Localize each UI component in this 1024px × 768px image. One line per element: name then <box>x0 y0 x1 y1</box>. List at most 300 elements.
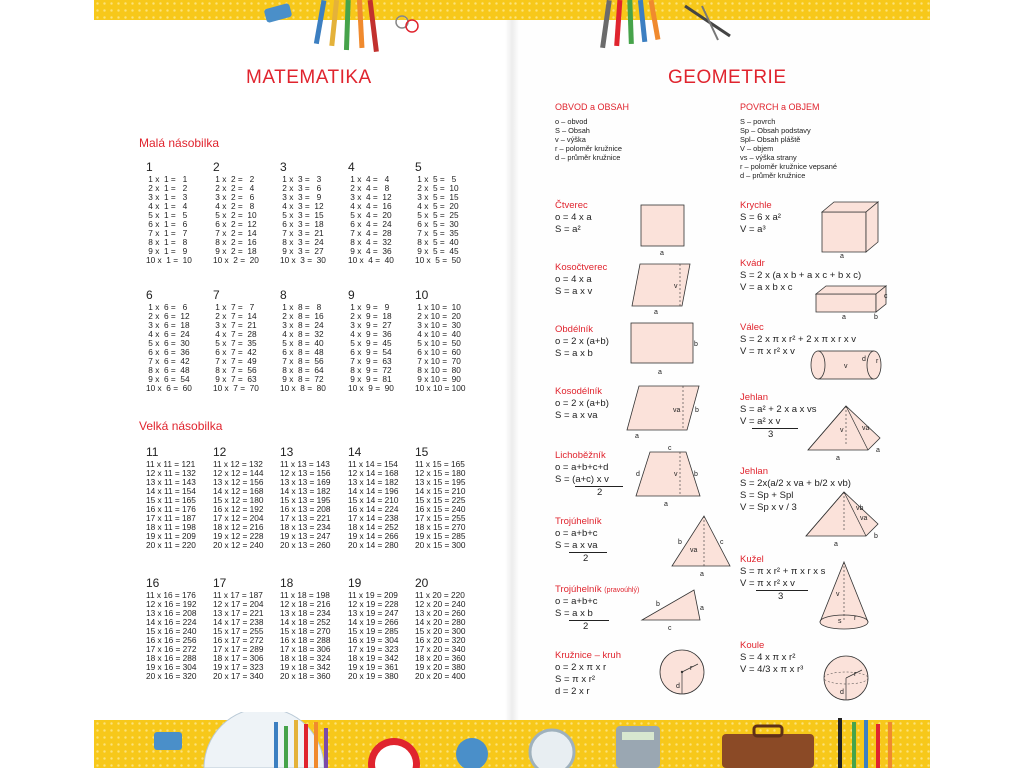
table-row: 5 x 7 = 35 <box>213 338 257 348</box>
table-row: 16 x 19 = 304 <box>348 635 399 645</box>
formula-line: o = a+b+c+d <box>555 462 609 473</box>
table-row: 13 x 20 = 260 <box>415 608 466 618</box>
table-number: 4 <box>348 160 355 174</box>
table-row: 10 x 10 = 100 <box>415 383 466 393</box>
formula-line: o = 4 x a <box>555 212 592 223</box>
formula-trojuhelnik-pravouhly <box>555 596 609 633</box>
table-row: 11 x 13 = 143 <box>280 459 330 469</box>
table-row: 14 x 12 = 168 <box>213 486 264 496</box>
table-number: 19 <box>348 576 362 590</box>
multiplication-table <box>348 160 394 265</box>
table-row: 11 x 15 = 165 <box>415 459 465 469</box>
label-va: va <box>673 407 681 414</box>
table-row: 6 x 2 = 12 <box>213 219 257 229</box>
label-b: b <box>874 533 878 540</box>
table-row: 18 x 18 = 324 <box>280 653 331 663</box>
table-row: 15 x 17 = 255 <box>213 626 264 636</box>
table-row: 8 x 9 = 72 <box>348 365 392 375</box>
table-row: 16 x 18 = 288 <box>280 635 331 645</box>
label-b: b <box>678 539 682 546</box>
table-row: 8 x 2 = 16 <box>213 237 257 247</box>
label-d: d <box>840 689 844 696</box>
table-row: 16 x 16 = 256 <box>146 635 197 645</box>
table-row: 1 x 4 = 4 <box>348 174 390 184</box>
cube-figure <box>820 200 884 260</box>
small-multiplication-title: Malá násobilka <box>139 136 220 150</box>
formula-line: o = a+b+c <box>555 596 598 607</box>
label-vb: vb <box>856 505 864 512</box>
label-c: c <box>884 293 888 300</box>
formula-line: S = 4 x π x r² <box>740 652 796 663</box>
table-row: 19 x 12 = 228 <box>213 531 264 541</box>
table-row: 2 x 8 = 16 <box>280 311 324 321</box>
table-number: 11 <box>146 445 159 459</box>
pencils-illustration-top-left <box>250 0 430 60</box>
table-row: 15 x 16 = 240 <box>146 626 197 636</box>
formula-trojuhelnik <box>555 528 607 565</box>
table-row: 17 x 14 = 238 <box>348 513 399 523</box>
table-row: 20 x 15 = 300 <box>415 540 466 550</box>
table-row: 8 x 5 = 40 <box>415 237 459 247</box>
table-number: 1 <box>146 160 153 174</box>
table-number: 3 <box>280 160 287 174</box>
table-row: 4 x 9 = 36 <box>348 329 392 339</box>
shape-name-note: (pravoúhlý) <box>604 587 640 594</box>
formula-line: o = 4 x a <box>555 274 592 285</box>
table-row: 2 x 1 = 2 <box>146 183 188 193</box>
shape-name-koule: Koule <box>740 640 765 651</box>
label-a: a <box>664 501 668 508</box>
solid-heading: POVRCH a OBJEM <box>740 102 820 112</box>
label-a: a <box>876 447 880 454</box>
table-row: 13 x 16 = 208 <box>146 608 197 618</box>
label-a: a <box>836 455 840 462</box>
shape-name-trojuhelnik: Trojúhelník <box>555 516 602 527</box>
table-row: 10 x 9 = 90 <box>348 383 394 393</box>
formula-kosoctverec <box>555 274 592 298</box>
rectangle-figure <box>630 322 698 376</box>
multiplication-table <box>415 576 466 681</box>
table-row: 17 x 17 = 289 <box>213 644 264 654</box>
label-a: a <box>700 605 704 612</box>
shape-name-kosoctverec: Kosočtverec <box>555 262 608 273</box>
square-figure <box>640 204 686 256</box>
formula-line: V = Sp x v / 3 <box>740 502 797 513</box>
formula-line: S = 6 x a² <box>740 212 781 223</box>
label-r: r <box>690 665 693 672</box>
table-row: 3 x 4 = 12 <box>348 192 392 202</box>
formula-line: V = π x r² x v <box>740 578 795 589</box>
trapezoid-figure <box>630 444 706 508</box>
table-row: 6 x 8 = 48 <box>280 347 324 357</box>
table-row: 10 x 2 = 20 <box>213 255 259 265</box>
legend-item: S – Obsah <box>555 126 590 135</box>
table-number: 16 <box>146 576 160 590</box>
table-row: 12 x 19 = 228 <box>348 599 399 609</box>
table-row: 8 x 8 = 64 <box>280 365 324 375</box>
label-a: a <box>842 314 846 321</box>
multiplication-table <box>146 445 196 550</box>
table-row: 3 x 9 = 27 <box>348 320 392 330</box>
legend-item: v – výška <box>555 135 586 144</box>
label-r: r <box>876 358 879 365</box>
table-row: 13 x 18 = 234 <box>280 608 331 618</box>
label-c: c <box>668 445 672 452</box>
table-row: 7 x 2 = 14 <box>213 228 257 238</box>
cylinder-figure <box>810 349 886 383</box>
table-row: 11 x 16 = 176 <box>146 590 196 600</box>
label-v: v <box>840 427 844 434</box>
table-row: 18 x 16 = 288 <box>146 653 197 663</box>
shape-name-krychle: Krychle <box>740 200 772 211</box>
formula-line: S = a x b <box>555 348 593 359</box>
table-row: 20 x 12 = 240 <box>213 540 264 550</box>
table-row: 5 x 4 = 20 <box>348 210 392 220</box>
table-row: 9 x 7 = 63 <box>213 374 257 384</box>
table-row: 13 x 17 = 221 <box>213 608 264 618</box>
rhombus-figure <box>630 262 692 316</box>
table-row: 7 x 1 = 7 <box>146 228 188 238</box>
table-row: 14 x 19 = 266 <box>348 617 399 627</box>
table-row: 1 x 5 = 5 <box>415 174 457 184</box>
table-row: 19 x 18 = 342 <box>280 662 331 672</box>
table-row: 2 x 6 = 12 <box>146 311 190 321</box>
sphere-figure <box>822 654 872 704</box>
geometry-title: GEOMETRIE <box>668 67 787 88</box>
table-row: 3 x 8 = 24 <box>280 320 324 330</box>
table-row: 20 x 18 = 360 <box>280 671 331 681</box>
formula-denominator: 2 <box>575 486 623 499</box>
multiplication-table <box>280 445 331 550</box>
label-b: b <box>694 341 698 348</box>
table-row: 3 x 5 = 15 <box>415 192 459 202</box>
table-row: 7 x 8 = 56 <box>280 356 324 366</box>
table-row: 15 x 19 = 285 <box>348 626 399 636</box>
table-row: 20 x 16 = 320 <box>146 671 197 681</box>
math-title: MATEMATIKA <box>246 67 372 88</box>
table-row: 4 x 4 = 16 <box>348 201 392 211</box>
label-a: a <box>834 541 838 548</box>
school-supplies-illustration-bottom-right <box>512 712 930 768</box>
table-row: 14 x 20 = 280 <box>415 617 466 627</box>
table-row: 16 x 11 = 176 <box>146 504 196 514</box>
formula-denominator: 3 <box>756 590 808 603</box>
table-row: 3 x 10 = 30 <box>415 320 461 330</box>
formula-line: V = a x b x c <box>740 282 793 293</box>
legend-item: Spl– Obsah pláště <box>740 135 801 144</box>
table-row: 14 x 15 = 210 <box>415 486 466 496</box>
table-row: 7 x 3 = 21 <box>280 228 324 238</box>
label-b: b <box>694 471 698 478</box>
table-row: 9 x 10 = 90 <box>415 374 461 384</box>
table-row: 15 x 18 = 270 <box>280 626 331 636</box>
table-row: 20 x 17 = 340 <box>213 671 264 681</box>
school-supplies-illustration-bottom-left <box>94 712 512 768</box>
table-number: 6 <box>146 288 153 302</box>
table-row: 17 x 16 = 272 <box>146 644 197 654</box>
table-row: 6 x 1 = 6 <box>146 219 188 229</box>
table-number: 17 <box>213 576 227 590</box>
formula-koule <box>740 652 803 676</box>
formula-line: d = 2 x r <box>555 686 590 697</box>
shape-name-ctverec: Čtverec <box>555 200 588 211</box>
multiplication-table <box>348 288 394 393</box>
formula-krychle <box>740 212 781 236</box>
legend-item: Sp – Obsah podstavy <box>740 126 811 135</box>
table-row: 18 x 15 = 270 <box>415 522 466 532</box>
table-row: 12 x 15 = 180 <box>415 468 466 478</box>
table-row: 9 x 4 = 36 <box>348 246 392 256</box>
legend-item: vs – výška strany <box>740 153 797 162</box>
table-row: 4 x 3 = 12 <box>280 201 324 211</box>
formula-line: S = a x va <box>555 410 598 421</box>
table-row: 11 x 20 = 220 <box>415 590 465 600</box>
table-row: 11 x 18 = 198 <box>280 590 330 600</box>
table-row: 11 x 14 = 154 <box>348 459 398 469</box>
table-row: 10 x 6 = 60 <box>146 383 192 393</box>
label-a: a <box>658 369 662 376</box>
table-row: 2 x 3 = 6 <box>280 183 322 193</box>
table-row: 19 x 11 = 209 <box>146 531 196 541</box>
table-row: 16 x 20 = 320 <box>415 635 466 645</box>
shape-name-kosodelnik: Kosodélník <box>555 386 603 397</box>
formula-ctverec <box>555 212 592 236</box>
multiplication-table <box>415 288 466 393</box>
table-row: 2 x 4 = 8 <box>348 183 390 193</box>
table-row: 6 x 6 = 36 <box>146 347 190 357</box>
table-row: 10 x 1 = 10 <box>146 255 192 265</box>
table-row: 19 x 15 = 285 <box>415 531 466 541</box>
table-row: 12 x 20 = 240 <box>415 599 466 609</box>
table-row: 12 x 18 = 216 <box>280 599 331 609</box>
label-va: va <box>860 515 868 522</box>
label-a: a <box>635 433 639 440</box>
table-row: 17 x 20 = 340 <box>415 644 466 654</box>
pyramid-2-figure <box>804 490 884 550</box>
table-row: 3 x 7 = 21 <box>213 320 257 330</box>
table-row: 4 x 1 = 4 <box>146 201 188 211</box>
table-row: 10 x 5 = 50 <box>415 255 461 265</box>
label-s: s <box>838 618 842 625</box>
table-row: 14 x 16 = 224 <box>146 617 197 627</box>
multiplication-table <box>213 160 259 265</box>
formula-line: S = a² + 2 x a x vs <box>740 404 817 415</box>
multiplication-table <box>213 445 264 550</box>
label-r: r <box>854 615 857 622</box>
table-row: 15 x 15 = 225 <box>415 495 466 505</box>
table-row: 5 x 10 = 50 <box>415 338 461 348</box>
table-row: 19 x 14 = 266 <box>348 531 399 541</box>
table-row: 6 x 7 = 42 <box>213 347 257 357</box>
table-row: 1 x 7 = 7 <box>213 302 255 312</box>
shape-name-valec: Válec <box>740 322 764 333</box>
table-row: 18 x 13 = 234 <box>280 522 331 532</box>
table-number: 20 <box>415 576 429 590</box>
table-row: 12 x 12 = 144 <box>213 468 264 478</box>
table-row: 5 x 9 = 45 <box>348 338 392 348</box>
formula-line: o = a+b+c <box>555 528 598 539</box>
table-row: 1 x 9 = 9 <box>348 302 390 312</box>
table-row: 4 x 7 = 28 <box>213 329 257 339</box>
table-row: 17 x 11 = 187 <box>146 513 196 523</box>
formula-line: o = 2 x π x r <box>555 662 607 673</box>
table-row: 12 x 11 = 132 <box>146 468 196 478</box>
table-row: 3 x 1 = 3 <box>146 192 188 202</box>
label-a: a <box>840 253 844 260</box>
table-row: 1 x 8 = 8 <box>280 302 322 312</box>
label-b: b <box>695 407 699 414</box>
table-row: 9 x 8 = 72 <box>280 374 324 384</box>
table-row: 10 x 7 = 70 <box>213 383 259 393</box>
table-row: 2 x 9 = 18 <box>348 311 392 321</box>
formula-line: S = π x r² + π x r x s <box>740 566 826 577</box>
label-r: r <box>854 671 857 678</box>
plane-legend <box>555 117 622 162</box>
table-row: 9 x 5 = 45 <box>415 246 459 256</box>
table-row: 6 x 9 = 54 <box>348 347 392 357</box>
table-row: 16 x 17 = 272 <box>213 635 264 645</box>
table-row: 9 x 9 = 81 <box>348 374 392 384</box>
formula-line: S = 2 x π x r² + 2 x π x r x v <box>740 334 857 345</box>
triangle-figure <box>668 514 734 580</box>
table-number: 2 <box>213 160 220 174</box>
table-row: 13 x 11 = 143 <box>146 477 196 487</box>
shape-name-jehlan-2: Jehlan <box>740 466 768 477</box>
formula-line: V = a² x v <box>740 416 781 427</box>
formula-obdelnik <box>555 336 609 360</box>
multiplication-table <box>213 576 264 681</box>
table-row: 15 x 14 = 210 <box>348 495 399 505</box>
table-row: 13 x 12 = 156 <box>213 477 264 487</box>
table-row: 17 x 19 = 323 <box>348 644 399 654</box>
shape-name-jehlan: Jehlan <box>740 392 768 403</box>
book-gutter <box>505 20 519 720</box>
label-d: d <box>676 683 680 690</box>
table-row: 2 x 7 = 14 <box>213 311 257 321</box>
table-row: 5 x 8 = 40 <box>280 338 324 348</box>
table-row: 7 x 7 = 49 <box>213 356 257 366</box>
table-row: 10 x 4 = 40 <box>348 255 394 265</box>
table-row: 15 x 13 = 195 <box>280 495 331 505</box>
table-row: 8 x 1 = 8 <box>146 237 188 247</box>
label-v: v <box>674 471 678 478</box>
table-row: 17 x 18 = 306 <box>280 644 331 654</box>
label-d: d <box>636 471 640 478</box>
label-va: va <box>690 547 698 554</box>
table-row: 8 x 6 = 48 <box>146 365 190 375</box>
pencils-illustration-top-right <box>590 0 760 55</box>
table-row: 19 x 17 = 323 <box>213 662 264 672</box>
big-multiplication-title: Velká násobilka <box>139 419 223 433</box>
table-row: 9 x 6 = 54 <box>146 374 190 384</box>
shape-name-kvadr: Kvádr <box>740 258 765 269</box>
multiplication-table <box>146 160 192 265</box>
multiplication-table <box>146 288 192 393</box>
table-row: 10 x 3 = 30 <box>280 255 326 265</box>
shape-name-obdelnik: Obdélník <box>555 324 594 335</box>
label-a: a <box>660 250 664 257</box>
multiplication-table <box>146 576 197 681</box>
table-row: 16 x 14 = 224 <box>348 504 399 514</box>
legend-item: o – obvod <box>555 117 588 126</box>
multiplication-table <box>348 445 399 550</box>
table-row: 20 x 14 = 280 <box>348 540 399 550</box>
table-row: 3 x 6 = 18 <box>146 320 190 330</box>
label-v: v <box>836 591 840 598</box>
table-row: 18 x 11 = 198 <box>146 522 196 532</box>
table-row: 7 x 5 = 35 <box>415 228 459 238</box>
table-row: 8 x 3 = 24 <box>280 237 324 247</box>
label-c: c <box>668 625 672 632</box>
formula-kuzel <box>740 566 825 603</box>
multiplication-table <box>280 160 326 265</box>
right-triangle-figure <box>640 586 706 632</box>
table-row: 18 x 20 = 360 <box>415 653 466 663</box>
multiplication-table <box>415 160 461 265</box>
table-row: 12 x 17 = 204 <box>213 599 264 609</box>
table-row: 12 x 13 = 156 <box>280 468 331 478</box>
table-row: 19 x 19 = 361 <box>348 662 399 672</box>
circle-figure <box>658 648 708 698</box>
formula-line: V = a³ <box>740 224 766 235</box>
table-row: 17 x 13 = 221 <box>280 513 331 523</box>
table-row: 16 x 15 = 240 <box>415 504 466 514</box>
table-row: 20 x 20 = 400 <box>415 671 466 681</box>
label-b: b <box>874 314 878 321</box>
table-row: 4 x 5 = 20 <box>415 201 459 211</box>
table-row: 18 x 14 = 252 <box>348 522 399 532</box>
table-row: 6 x 10 = 60 <box>415 347 461 357</box>
table-number: 18 <box>280 576 294 590</box>
multiplication-table <box>415 445 466 550</box>
formula-line: V = π x r² x v <box>740 346 795 357</box>
table-row: 6 x 5 = 30 <box>415 219 459 229</box>
table-number: 13 <box>280 445 294 459</box>
table-row: 7 x 10 = 70 <box>415 356 461 366</box>
legend-item: r – poloměr kružnice vepsané <box>740 162 837 171</box>
formula-line: S = a x b <box>555 608 593 619</box>
formula-line: S = a x va <box>555 540 598 551</box>
table-row: 4 x 2 = 8 <box>213 201 255 211</box>
formula-line: S = π x r² <box>555 674 596 685</box>
legend-item: V – objem <box>740 144 774 153</box>
table-row: 11 x 12 = 132 <box>213 459 263 469</box>
formula-kruznice <box>555 662 606 698</box>
table-row: 9 x 2 = 18 <box>213 246 257 256</box>
solid-legend <box>740 117 837 180</box>
table-row: 20 x 19 = 380 <box>348 671 399 681</box>
formula-denominator: 3 <box>752 428 798 441</box>
table-row: 6 x 4 = 24 <box>348 219 392 229</box>
table-row: 1 x 10 = 10 <box>415 302 461 312</box>
table-row: 17 x 12 = 204 <box>213 513 264 523</box>
formula-line: S = a x v <box>555 286 593 297</box>
formula-kosodelnik <box>555 398 609 422</box>
multiplication-table <box>280 288 326 393</box>
table-row: 7 x 6 = 42 <box>146 356 190 366</box>
label-c: c <box>720 539 724 546</box>
table-row: 19 x 16 = 304 <box>146 662 197 672</box>
table-row: 4 x 8 = 32 <box>280 329 324 339</box>
table-row: 8 x 4 = 32 <box>348 237 392 247</box>
table-row: 19 x 13 = 247 <box>280 531 331 541</box>
table-row: 18 x 12 = 216 <box>213 522 264 532</box>
table-row: 7 x 4 = 28 <box>348 228 392 238</box>
table-row: 11 x 11 = 121 <box>146 459 196 469</box>
multiplication-table <box>348 576 399 681</box>
formula-denominator: 2 <box>569 552 607 565</box>
table-row: 17 x 15 = 255 <box>415 513 466 523</box>
